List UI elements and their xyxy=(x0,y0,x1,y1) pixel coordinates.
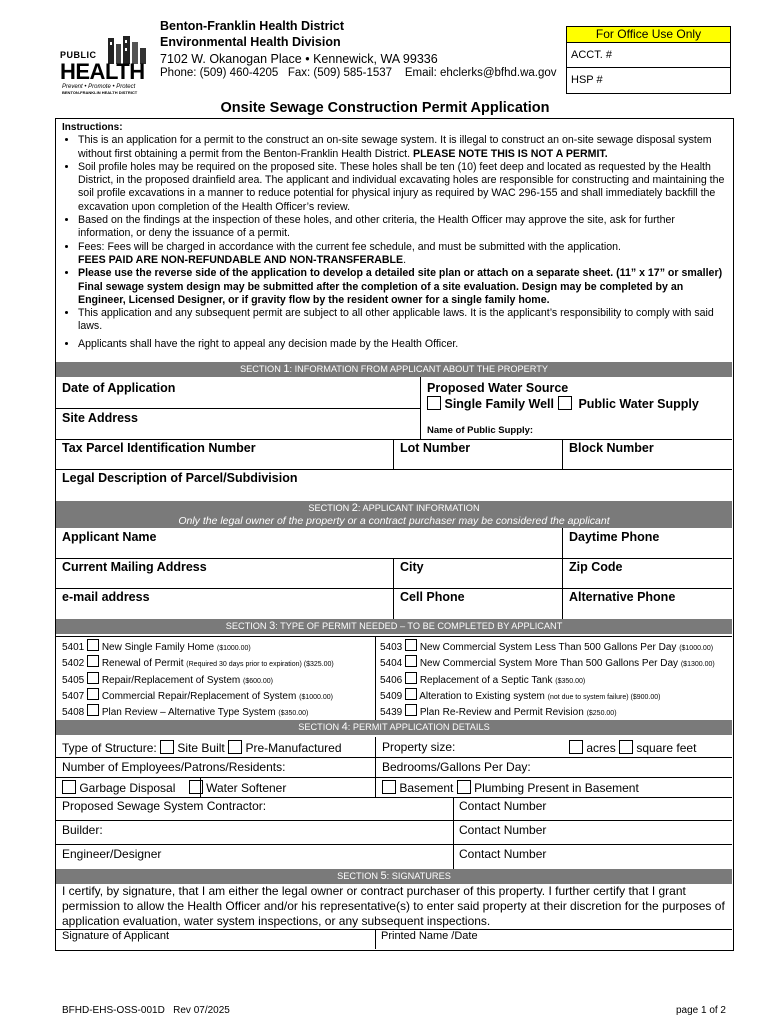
org-address: 7102 W. Okanogan Place • Kennewick, WA 99336 xyxy=(160,52,438,66)
section2-note: Only the legal owner of the property or a contract purchaser may be considered the applicant xyxy=(178,515,610,527)
builder-label: Builder: xyxy=(62,823,103,837)
daytime-phone-label: Daytime Phone xyxy=(569,530,660,544)
site-built-label: Site Built xyxy=(177,741,225,755)
divider xyxy=(56,797,732,798)
contractor-label: Proposed Sewage System Contractor: xyxy=(62,799,267,813)
divider xyxy=(453,797,454,869)
bedrooms-label: Bedrooms/Gallons Per Day: xyxy=(382,760,531,774)
divider xyxy=(56,757,732,758)
site-address-label: Site Address xyxy=(62,411,138,425)
divider xyxy=(393,439,394,469)
section4-header: SECTION 4: PERMIT APPLICATION DETAILS xyxy=(56,720,732,735)
divider xyxy=(56,558,732,559)
divider xyxy=(420,377,421,440)
logo-subtitle: BENTON-FRANKLIN HEALTH DISTRICT xyxy=(62,90,138,95)
permit-checkbox[interactable] xyxy=(405,704,417,716)
page-number: page 1 of 2 xyxy=(675,1005,726,1016)
applicant-name-label: Applicant Name xyxy=(62,530,157,544)
instruction-item: • Applicants shall have the right to appeal any decision made by the Health Officer. xyxy=(78,338,730,351)
pre-manufactured-label: Pre-Manufactured xyxy=(245,741,342,755)
date-of-application-label: Date of Application xyxy=(62,381,176,395)
property-size-units xyxy=(569,740,696,755)
block-number-label: Block Number xyxy=(569,441,654,455)
divider xyxy=(562,439,563,469)
page-title: Onsite Sewage Construction Permit Application xyxy=(220,100,550,116)
public-water-supply-checkbox[interactable] xyxy=(558,396,572,410)
acres-label: acres xyxy=(586,741,616,755)
permit-option[interactable]: 5439 Plan Re-Review and Permit Revision ($250.00) xyxy=(380,704,715,720)
permit-checkbox[interactable] xyxy=(87,704,99,716)
instruction-item: • This application and any subsequent permit are subject to all other applicable laws. It is the applicant’s responsibility to comply with said laws. xyxy=(78,307,730,334)
public-supply-name-label: Name of Public Supply: xyxy=(427,425,534,436)
permit-checkbox[interactable] xyxy=(405,655,417,667)
public-health-logo xyxy=(60,36,152,96)
org-name xyxy=(160,18,344,50)
email-label: e-mail address xyxy=(62,590,150,604)
divider xyxy=(56,439,732,440)
divider xyxy=(562,528,563,619)
certification-text: I certify, by signature, that I am either the legal owner or contract purchaser of this property. I further certify that I grant permission to allow the Health Officer and/or his representative(s) to enter said property at their discretion for the purposes of application evaluation, water system inspections, or any subsequent inspections. xyxy=(62,884,725,928)
fixtures-row xyxy=(62,780,286,795)
permit-checkbox[interactable] xyxy=(87,655,99,667)
plumbing-basement-checkbox[interactable] xyxy=(457,780,471,794)
permit-option[interactable]: 5405 Repair/Replacement of System ($600.00) xyxy=(62,672,334,688)
contractor-contact-label: Contact Number xyxy=(459,799,547,813)
engineer-contact-label: Contact Number xyxy=(459,847,547,861)
permit-option[interactable]: 5407 Commercial Repair/Replacement of System ($1000.00) xyxy=(62,688,334,704)
divider xyxy=(56,636,732,637)
water-source-label: Proposed Water Source xyxy=(427,381,569,395)
city-label: City xyxy=(400,560,424,574)
printed-name-label: Printed Name /Date xyxy=(381,930,478,942)
org-contact: Phone: (509) 460-4205 Fax: (509) 585-1537 Email: ehclerks@bfhd.wa.gov xyxy=(160,67,557,79)
logo-tagline: Prevent • Promote • Protect xyxy=(62,84,136,90)
divider xyxy=(56,469,732,470)
water-source-options xyxy=(427,396,699,411)
divider xyxy=(375,929,376,949)
instruction-item: • Soil profile holes may be required on the proposed site. These holes shall be ten (10) feet deep and located as requested by the Health District, in the proposed drainfield area. The applicant and individual excavating holes are responsible for constructing and maintaining the soil profile excavations in a manner to reduce potential for physical injury as required by WAC 296-155 and shall immediately backfill the excavation upon completion of the Health Officer’s review. xyxy=(78,161,730,214)
basement-label: Basement xyxy=(399,781,454,795)
logo-word-public: PUBLIC xyxy=(60,50,97,60)
permit-checkbox[interactable] xyxy=(87,672,99,684)
section2-header: SECTION 2: APPLICANT INFORMATION Only the legal owner of the property or a contract purchaser may be considered the applicant xyxy=(56,501,732,528)
hsp-field[interactable]: HSP # xyxy=(567,67,730,92)
section5-header: SECTION 5: SIGNATURES xyxy=(56,869,732,884)
garbage-disposal-label: Garbage Disposal xyxy=(79,781,176,795)
cell-phone-label: Cell Phone xyxy=(400,590,465,604)
permit-option[interactable]: 5406 Replacement of a Septic Tank ($350.00) xyxy=(380,672,715,688)
divider xyxy=(56,820,732,821)
single-family-well-label: Single Family Well xyxy=(444,397,555,411)
divider xyxy=(375,737,376,798)
square-feet-label: square feet xyxy=(636,741,697,755)
permit-option[interactable]: 5402 Renewal of Permit (Required 30 days prior to expiration) ($325.00) xyxy=(62,655,334,671)
permit-list-right xyxy=(380,639,715,720)
instructions xyxy=(62,121,730,351)
mailing-address-label: Current Mailing Address xyxy=(62,560,207,574)
section3-header: SECTION 3: TYPE OF PERMIT NEEDED – TO BE COMPLETED BY APPLICANT xyxy=(56,619,732,634)
square-feet-checkbox[interactable] xyxy=(619,740,633,754)
zip-code-label: Zip Code xyxy=(569,560,623,574)
divider xyxy=(200,777,201,797)
lot-number-label: Lot Number xyxy=(400,441,471,455)
structure-type-label: Type of Structure: xyxy=(62,741,157,755)
logo-word-health: HEALTH xyxy=(60,59,145,84)
divider xyxy=(56,777,732,778)
divider xyxy=(56,588,732,589)
instruction-item: • Based on the findings at the inspection of these holes, and other criteria, the Health Officer may approve the site, ask for further information, or deny the issuance of a permit. xyxy=(78,214,730,241)
divider xyxy=(56,408,420,409)
office-use-box xyxy=(566,26,731,94)
single-family-well-checkbox[interactable] xyxy=(427,396,441,410)
water-softener-label: Water Softener xyxy=(206,781,287,795)
permit-option[interactable]: 5403 New Commercial System Less Than 500 Gallons Per Day ($1000.00) xyxy=(380,639,715,655)
permit-option[interactable]: 5401 New Single Family Home ($1000.00) xyxy=(62,639,334,655)
pre-manufactured-checkbox[interactable] xyxy=(228,740,242,754)
org-name-line2: Environmental Health Division xyxy=(160,35,341,49)
garbage-disposal-checkbox[interactable] xyxy=(62,780,76,794)
instruction-item: • This is an application for a permit to the construct an on-site sewage system. It is illegal to construct an on-site sewage disposal system without first obtaining a permit from the Benton-Franklin Health District. PLEASE NOTE THIS IS NOT A PERMIT. xyxy=(78,134,730,161)
public-water-supply-label: Public Water Supply xyxy=(578,397,699,411)
basement-row xyxy=(382,780,639,795)
section1-header: SECTION 1: INFORMATION FROM APPLICANT ABOUT THE PROPERTY xyxy=(56,362,732,377)
instructions-label: Instructions: xyxy=(62,122,123,133)
permit-option[interactable]: 5409 Alteration to Existing system (not due to system failure) ($900.00) xyxy=(380,688,715,704)
permit-option[interactable]: 5408 Plan Review – Alternative Type System ($350.00) xyxy=(62,704,334,720)
basement-checkbox[interactable] xyxy=(382,780,396,794)
permit-option[interactable]: 5404 New Commercial System More Than 500 Gallons Per Day ($1300.00) xyxy=(380,655,715,671)
office-use-title: For Office Use Only xyxy=(567,27,730,43)
signature-label: Signature of Applicant xyxy=(62,930,170,942)
employees-label: Number of Employees/Patrons/Residents: xyxy=(62,760,286,774)
legal-description-label: Legal Description of Parcel/Subdivision xyxy=(62,471,298,485)
acres-checkbox[interactable] xyxy=(569,740,583,754)
permit-checkbox[interactable] xyxy=(87,639,99,651)
alternative-phone-label: Alternative Phone xyxy=(569,590,676,604)
engineer-label: Engineer/Designer xyxy=(62,847,162,861)
org-name-line1: Benton-Franklin Health District xyxy=(160,19,345,33)
divider xyxy=(375,636,376,720)
divider xyxy=(56,844,732,845)
permit-checkbox[interactable] xyxy=(405,639,417,651)
instruction-item: • Fees: Fees will be charged in accordance with the current fee schedule, and must be submitted with the application. FEES PAID ARE NON-REFUNDABLE AND NON-TRANSFERABLE. xyxy=(78,241,730,268)
structure-type-row xyxy=(62,740,342,755)
property-size-label: Property size: xyxy=(382,740,456,754)
instruction-item: • Please use the reverse side of the application to develop a detailed site plan or attach on a separate sheet. (11” x 17” or smaller) Final sewage system design may be submitted after the completion of a site evaluation. Design may be completed by an Engineer, Licensed Designer, or if gravity flow by the resident owner for a single family home. xyxy=(78,267,730,307)
permit-checkbox[interactable] xyxy=(87,688,99,700)
builder-contact-label: Contact Number xyxy=(459,823,547,837)
permit-checkbox[interactable] xyxy=(405,672,417,684)
acct-field[interactable]: ACCT. # xyxy=(571,49,612,61)
form-id: BFHD-EHS-OSS-001D Rev 07/2025 xyxy=(62,1005,230,1016)
permit-checkbox[interactable] xyxy=(405,688,417,700)
tax-parcel-label: Tax Parcel Identification Number xyxy=(62,441,256,455)
plumbing-basement-label: Plumbing Present in Basement xyxy=(474,781,639,795)
site-built-checkbox[interactable] xyxy=(160,740,174,754)
